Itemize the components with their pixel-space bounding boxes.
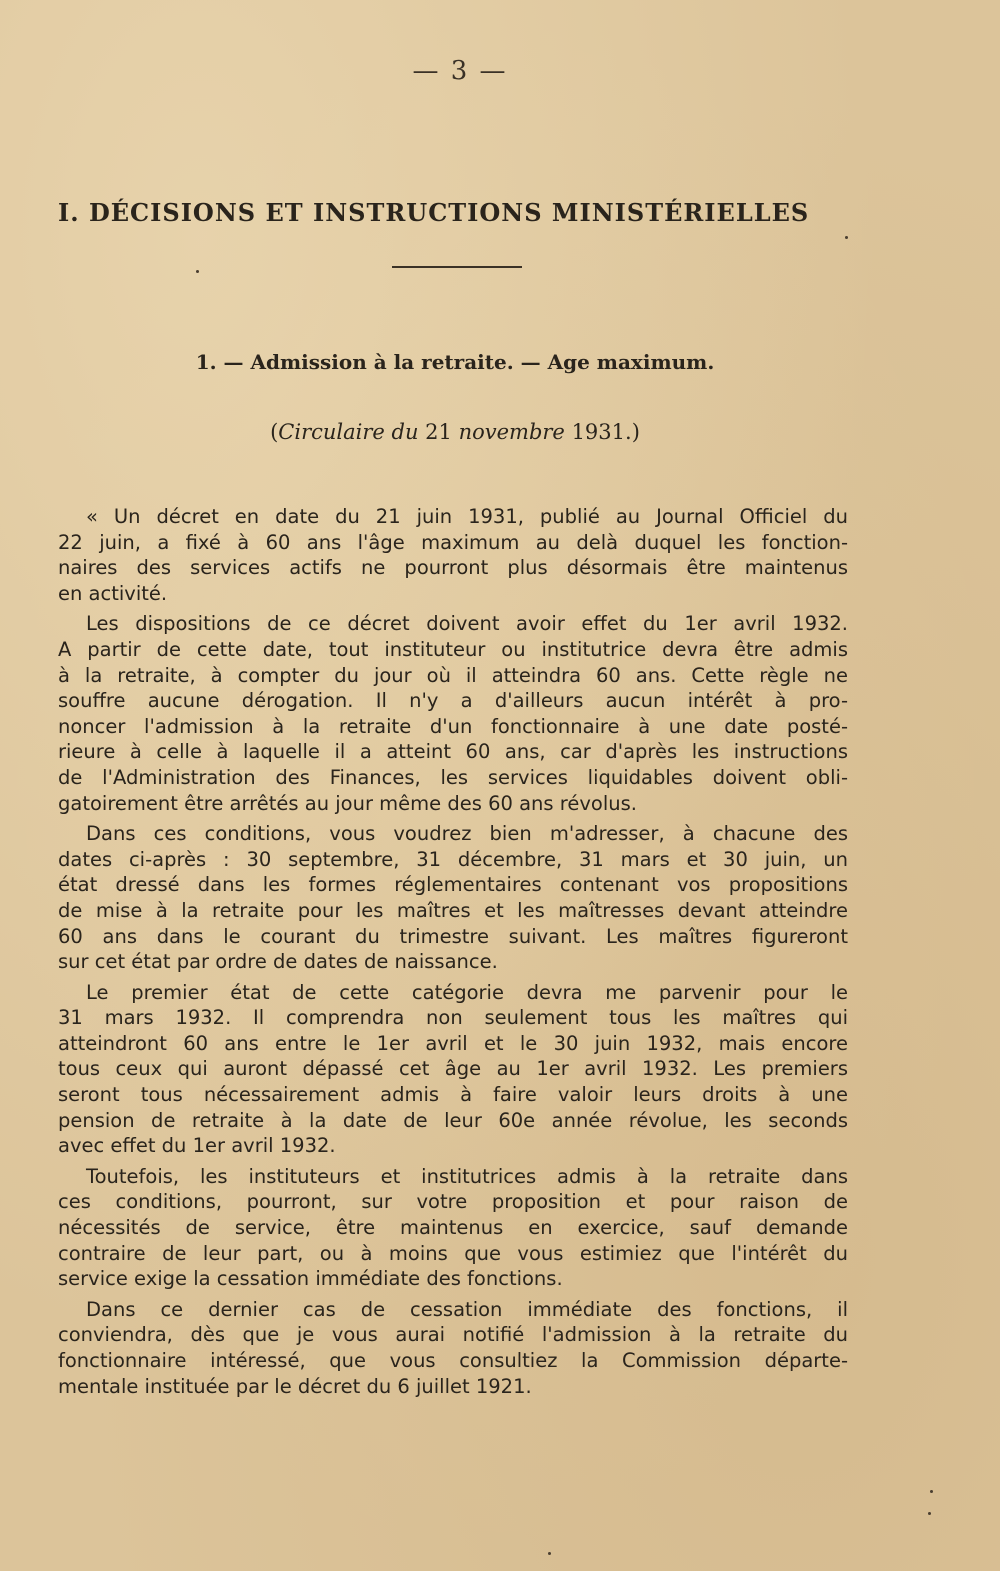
text-line: seront tous nécessairement admis à faire valoir leurs droits à une (58, 1083, 848, 1107)
paper-speck (928, 1512, 931, 1515)
text-line: 22 juin, a fixé à 60 ans l'âge maximum au delà duquel les fonction- (58, 530, 848, 554)
text-line: ces conditions, pourront, sur votre proposition et pour raison de (58, 1190, 848, 1214)
paper-speck (548, 1552, 551, 1555)
text-line: avec effet du 1er avril 1932. (58, 1134, 336, 1158)
text-line: dates ci-après : 30 septembre, 31 décembre, 31 mars et 30 juin, un (58, 847, 848, 871)
circular-reference (0, 420, 910, 444)
paragraph (58, 1164, 848, 1292)
text-line: fonctionnaire intéressé, que vous consultiez la Commission départe- (58, 1349, 848, 1372)
circular-title: Circulaire du (278, 420, 419, 444)
circular-year: 1931. (571, 420, 632, 444)
text-line: Dans ce dernier cas de cessation immédiate des fonctions, il (86, 1297, 848, 1321)
text-line: à la retraite, à compter du jour où il atteindra 60 ans. Cette règle ne (58, 663, 848, 687)
paragraph (58, 611, 848, 816)
text-line: contraire de leur part, ou à moins que vous estimiez que l'intérêt du (58, 1241, 848, 1265)
section-divider (392, 266, 522, 268)
text-line: rieure à celle à laquelle il a atteint 60 ans, car d'après les instructions (58, 740, 848, 764)
paper-speck (930, 1490, 933, 1493)
page-number: — 3 — (412, 56, 508, 86)
text-line: conviendra, dès que je vous aurai notifié l'admission à la retraite du (58, 1323, 848, 1347)
text-line: noncer l'admission à la retraite d'un fonctionnaire à une date posté- (58, 714, 848, 738)
body-text (58, 504, 848, 1399)
text-line: souffre aucune dérogation. Il n'y a d'ailleurs aucun intérêt à pro- (58, 689, 848, 713)
text-line: nécessités de service, être maintenus en exercice, sauf demande (58, 1216, 848, 1240)
text-line: de l'Administration des Finances, les services liquidables doivent obli- (58, 765, 848, 789)
text-line: Toutefois, les instituteurs et institutrices admis à la retraite dans (86, 1164, 848, 1188)
text-line: A partir de cette date, tout instituteur ou institutrice devra être admis (58, 637, 848, 661)
text-line: service exige la cessation immédiate des fonctions. (58, 1267, 563, 1291)
paper-speck (845, 236, 848, 239)
text-line: mentale instituée par le décret du 6 juillet 1921. (58, 1374, 532, 1398)
circular-close-paren: ) (631, 420, 640, 444)
text-line: gatoirement être arrêtés au jour même des 60 ans révolus. (58, 791, 637, 815)
text-line: pension de retraite à la date de leur 60e année révolue, les seconds (58, 1108, 848, 1132)
text-line: Le premier état de cette catégorie devra me parvenir pour le (86, 980, 848, 1004)
paragraph (58, 821, 848, 975)
paragraph (58, 504, 848, 606)
item-heading: 1. — Admission à la retraite. — Age maximum. (195, 350, 715, 374)
section-title: I. DÉCISIONS ET INSTRUCTIONS MINISTÉRIELLES (58, 198, 810, 227)
text-line: naires des services actifs ne pourront plus désormais être maintenus (58, 556, 848, 580)
text-line: « Un décret en date du 21 juin 1931, publié au Journal Officiel du (86, 505, 848, 528)
text-line: 60 ans dans le courant du trimestre suivant. Les maîtres figureront (58, 924, 848, 948)
text-line: en activité. (58, 581, 168, 605)
circular-month: novembre (458, 420, 565, 444)
paragraph (58, 1297, 848, 1399)
text-line: Dans ces conditions, vous voudrez bien m'adresser, à chacune des (86, 822, 848, 846)
circular-open-paren: ( (270, 420, 279, 444)
text-line: tous ceux qui auront dépassé cet âge au 1er avril 1932. Les premiers (58, 1057, 848, 1081)
circular-day: 21 (425, 420, 452, 444)
text-line: état dressé dans les formes réglementaires contenant vos propositions (58, 873, 848, 897)
paragraph (58, 980, 848, 1159)
text-line: Les dispositions de ce décret doivent avoir effet du 1er avril 1932. (86, 612, 848, 636)
text-line: de mise à la retraite pour les maîtres et les maîtresses devant atteindre (58, 898, 848, 922)
text-line: atteindront 60 ans entre le 1er avril et le 30 juin 1932, mais encore (58, 1031, 848, 1055)
text-line: sur cet état par ordre de dates de naissance. (58, 950, 498, 974)
paper-speck (196, 270, 199, 273)
text-line: 31 mars 1932. Il comprendra non seulement tous les maîtres qui (58, 1006, 848, 1030)
